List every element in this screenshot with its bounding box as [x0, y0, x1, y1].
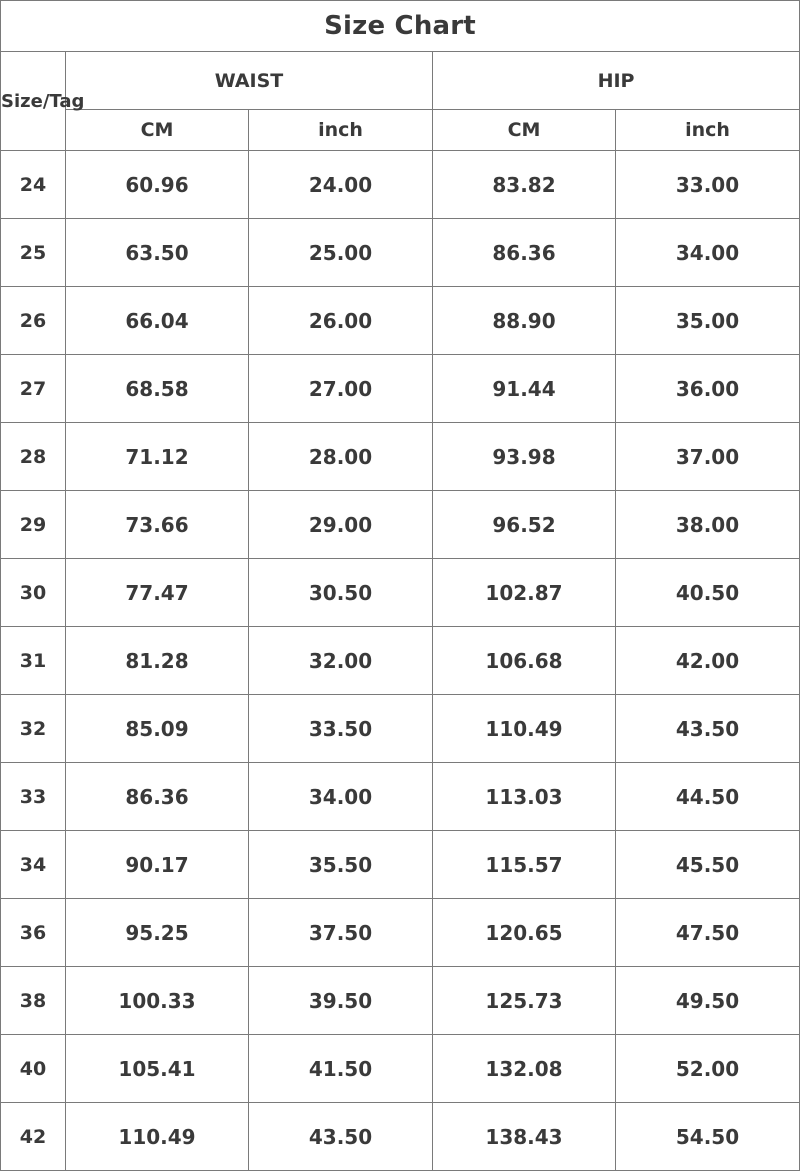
table-row: [1, 695, 800, 763]
hip-cm-cell: 93.98: [433, 423, 616, 491]
hip-cm-cell: 120.65: [433, 899, 616, 967]
size-cell: 42: [1, 1103, 66, 1171]
waist-cm-cell: 71.12: [66, 423, 249, 491]
table-row: [1, 491, 800, 559]
hip-cm-cell: 83.82: [433, 151, 616, 219]
waist-cm-cell: 95.25: [66, 899, 249, 967]
waist-inch-header: inch: [249, 110, 433, 151]
hip-inch-cell: 34.00: [616, 219, 800, 287]
hip-inch-cell: 42.00: [616, 627, 800, 695]
waist-inch-cell: 25.00: [249, 219, 433, 287]
hip-cm-cell: 113.03: [433, 763, 616, 831]
table-row: [1, 627, 800, 695]
waist-inch-cell: 37.50: [249, 899, 433, 967]
hip-inch-cell: 54.50: [616, 1103, 800, 1171]
hip-inch-cell: 35.00: [616, 287, 800, 355]
waist-cm-cell: 81.28: [66, 627, 249, 695]
waist-cm-cell: 63.50: [66, 219, 249, 287]
hip-cm-cell: 86.36: [433, 219, 616, 287]
table-row: [1, 899, 800, 967]
table-row: [1, 1035, 800, 1103]
hip-cm-cell: 138.43: [433, 1103, 616, 1171]
waist-inch-cell: 24.00: [249, 151, 433, 219]
waist-cm-cell: 105.41: [66, 1035, 249, 1103]
waist-cm-cell: 66.04: [66, 287, 249, 355]
table-row: [1, 831, 800, 899]
hip-inch-cell: 33.00: [616, 151, 800, 219]
table-row: [1, 1103, 800, 1171]
waist-inch-cell: 26.00: [249, 287, 433, 355]
hip-cm-cell: 106.68: [433, 627, 616, 695]
table-row: [1, 287, 800, 355]
table-row: [1, 763, 800, 831]
table-row: [1, 355, 800, 423]
size-cell: 28: [1, 423, 66, 491]
waist-cm-cell: 73.66: [66, 491, 249, 559]
size-cell: 38: [1, 967, 66, 1035]
waist-cm-cell: 85.09: [66, 695, 249, 763]
hip-inch-cell: 49.50: [616, 967, 800, 1035]
chart-title: Size Chart: [1, 1, 800, 52]
waist-inch-cell: 35.50: [249, 831, 433, 899]
waist-cm-cell: 86.36: [66, 763, 249, 831]
waist-inch-cell: 33.50: [249, 695, 433, 763]
table-row: [1, 967, 800, 1035]
hip-cm-cell: 110.49: [433, 695, 616, 763]
hip-cm-cell: 88.90: [433, 287, 616, 355]
waist-inch-cell: 27.00: [249, 355, 433, 423]
waist-cm-header: CM: [66, 110, 249, 151]
size-cell: 40: [1, 1035, 66, 1103]
hip-inch-header: inch: [616, 110, 800, 151]
waist-inch-cell: 28.00: [249, 423, 433, 491]
table-row: [1, 423, 800, 491]
size-cell: 25: [1, 219, 66, 287]
hip-cm-cell: 96.52: [433, 491, 616, 559]
hip-inch-cell: 36.00: [616, 355, 800, 423]
hip-cm-cell: 91.44: [433, 355, 616, 423]
hip-inch-cell: 38.00: [616, 491, 800, 559]
waist-cm-cell: 60.96: [66, 151, 249, 219]
size-cell: 36: [1, 899, 66, 967]
hip-inch-cell: 37.00: [616, 423, 800, 491]
table-row: [1, 151, 800, 219]
waist-header: WAIST: [66, 52, 433, 110]
hip-inch-cell: 40.50: [616, 559, 800, 627]
waist-inch-cell: 34.00: [249, 763, 433, 831]
hip-inch-cell: 44.50: [616, 763, 800, 831]
size-cell: 26: [1, 287, 66, 355]
size-cell: 31: [1, 627, 66, 695]
hip-inch-cell: 45.50: [616, 831, 800, 899]
waist-cm-cell: 100.33: [66, 967, 249, 1035]
table-row: [1, 219, 800, 287]
size-cell: 30: [1, 559, 66, 627]
hip-cm-cell: 102.87: [433, 559, 616, 627]
waist-inch-cell: 43.50: [249, 1103, 433, 1171]
size-cell: 34: [1, 831, 66, 899]
waist-cm-cell: 68.58: [66, 355, 249, 423]
waist-inch-cell: 30.50: [249, 559, 433, 627]
size-cell: 24: [1, 151, 66, 219]
size-cell: 32: [1, 695, 66, 763]
size-cell: 27: [1, 355, 66, 423]
hip-header: HIP: [433, 52, 800, 110]
hip-cm-header: CM: [433, 110, 616, 151]
waist-cm-cell: 90.17: [66, 831, 249, 899]
table-row: [1, 559, 800, 627]
size-cell: 29: [1, 491, 66, 559]
waist-inch-cell: 29.00: [249, 491, 433, 559]
hip-inch-cell: 47.50: [616, 899, 800, 967]
size-cell: 33: [1, 763, 66, 831]
waist-cm-cell: 77.47: [66, 559, 249, 627]
waist-cm-cell: 110.49: [66, 1103, 249, 1171]
size-tag-header: Size/Tag: [1, 52, 66, 151]
waist-inch-cell: 39.50: [249, 967, 433, 1035]
hip-inch-cell: 43.50: [616, 695, 800, 763]
waist-inch-cell: 41.50: [249, 1035, 433, 1103]
hip-cm-cell: 125.73: [433, 967, 616, 1035]
hip-cm-cell: 132.08: [433, 1035, 616, 1103]
hip-inch-cell: 52.00: [616, 1035, 800, 1103]
waist-inch-cell: 32.00: [249, 627, 433, 695]
hip-cm-cell: 115.57: [433, 831, 616, 899]
